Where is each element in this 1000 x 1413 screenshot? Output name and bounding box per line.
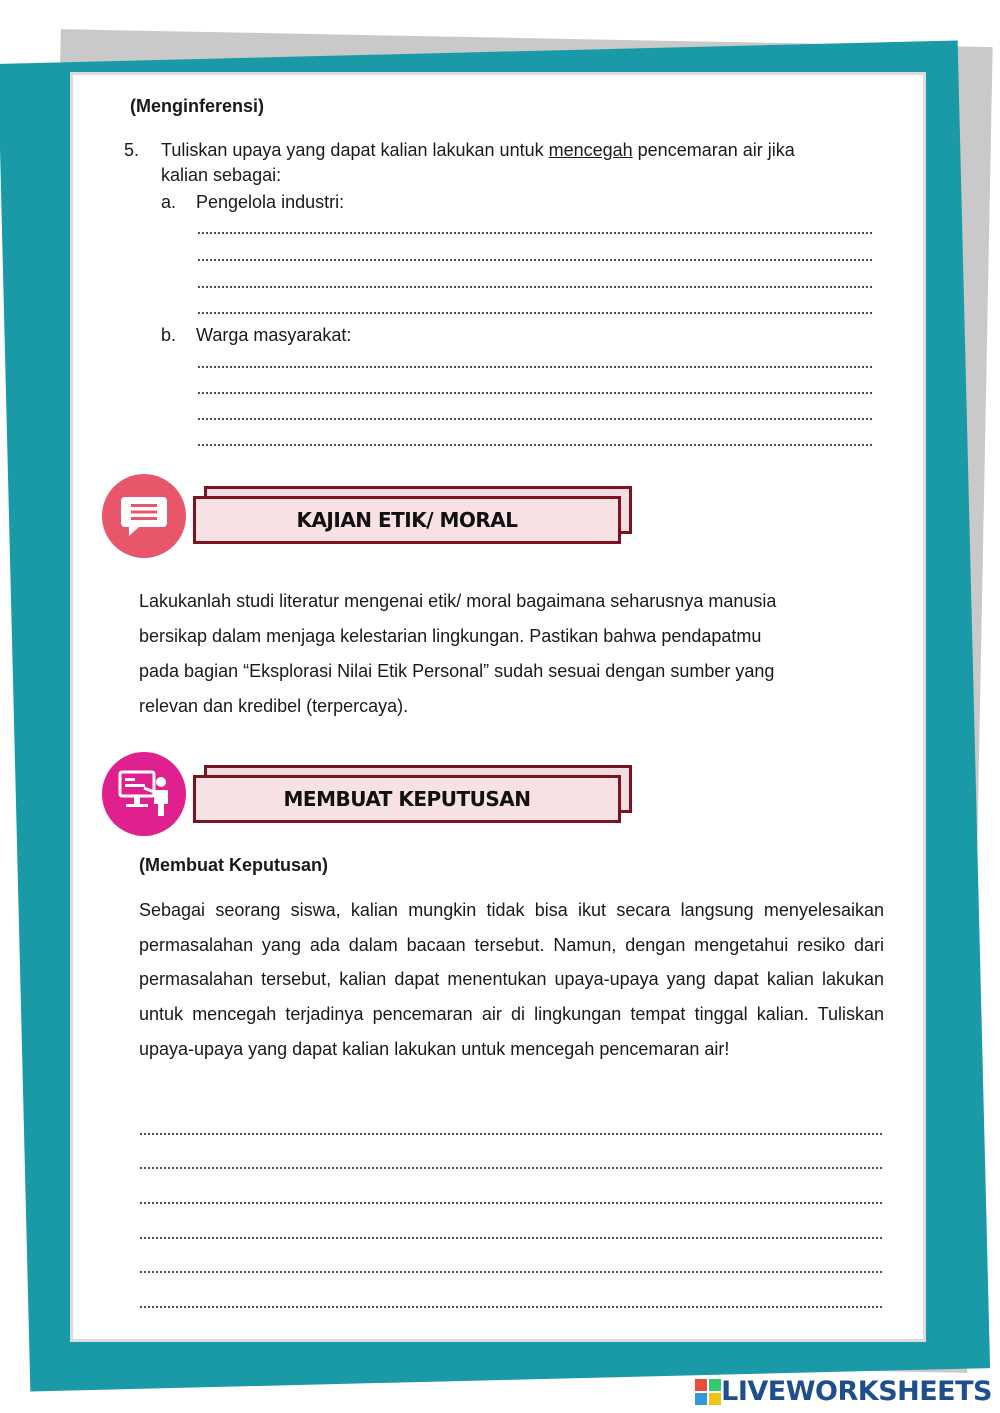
item-b-label: Warga masyarakat:	[196, 325, 352, 345]
item-a-label: Pengelola industri:	[196, 192, 345, 212]
item-b-letter: b.	[161, 325, 177, 345]
question-number: 5.	[124, 140, 140, 160]
question-text-line2: kalian sebagai:	[161, 165, 282, 185]
etik-paragraph-line1: Lakukanlah studi literatur mengenai etik/ moral bagaimana seharusnya manusia	[139, 591, 777, 611]
etik-paragraph-line4: relevan dan kredibel (terpercaya).	[139, 696, 409, 716]
question-text-pre: Tuliskan upaya yang dapat kalian lakukan untuk	[161, 140, 549, 160]
banner-etik-title: KAJIAN ETIK/ MORAL	[296, 508, 518, 532]
section-heading-keputusan: (Membuat Keputusan)	[139, 855, 328, 875]
etik-paragraph-line3: pada bagian “Eksplorasi Nilai Etik Personal” sudah sesuai dengan sumber yang	[139, 661, 775, 681]
watermark-text: LIVEWORKSHEETS	[721, 1376, 992, 1407]
item-a-letter: a.	[161, 192, 177, 212]
banner-keputusan-title: MEMBUAT KEPUTUSAN	[283, 787, 531, 811]
section-heading-menginferensi: (Menginferensi)	[130, 96, 265, 116]
question-text-underlined: mencegah	[548, 140, 633, 160]
question-text-post: pencemaran air jika	[632, 140, 795, 160]
keputusan-paragraph: Sebagai seorang siswa, kalian mungkin tidak bisa ikut secara langsung menyelesaikan permasalahan yang ada dalam bacaan tersebut. Namun, dengan mengetahui resiko dari permasalahan tersebut, kalian dapat menentukan upaya-upaya yang dapat kalian lakukan untuk mencegah terjadinya pencemaran air di lingkungan tempat tinggal kalian. Tuliskan upaya-upaya yang dapat kalian lakukan untuk mencegah pencemaran air!	[139, 900, 884, 1059]
liveworksheets-watermark	[695, 1376, 992, 1407]
liveworksheets-logo-icon	[695, 1379, 721, 1405]
etik-paragraph-line2: bersikap dalam menjaga kelestarian lingkungan. Pastikan bahwa pendapatmu	[139, 626, 762, 646]
